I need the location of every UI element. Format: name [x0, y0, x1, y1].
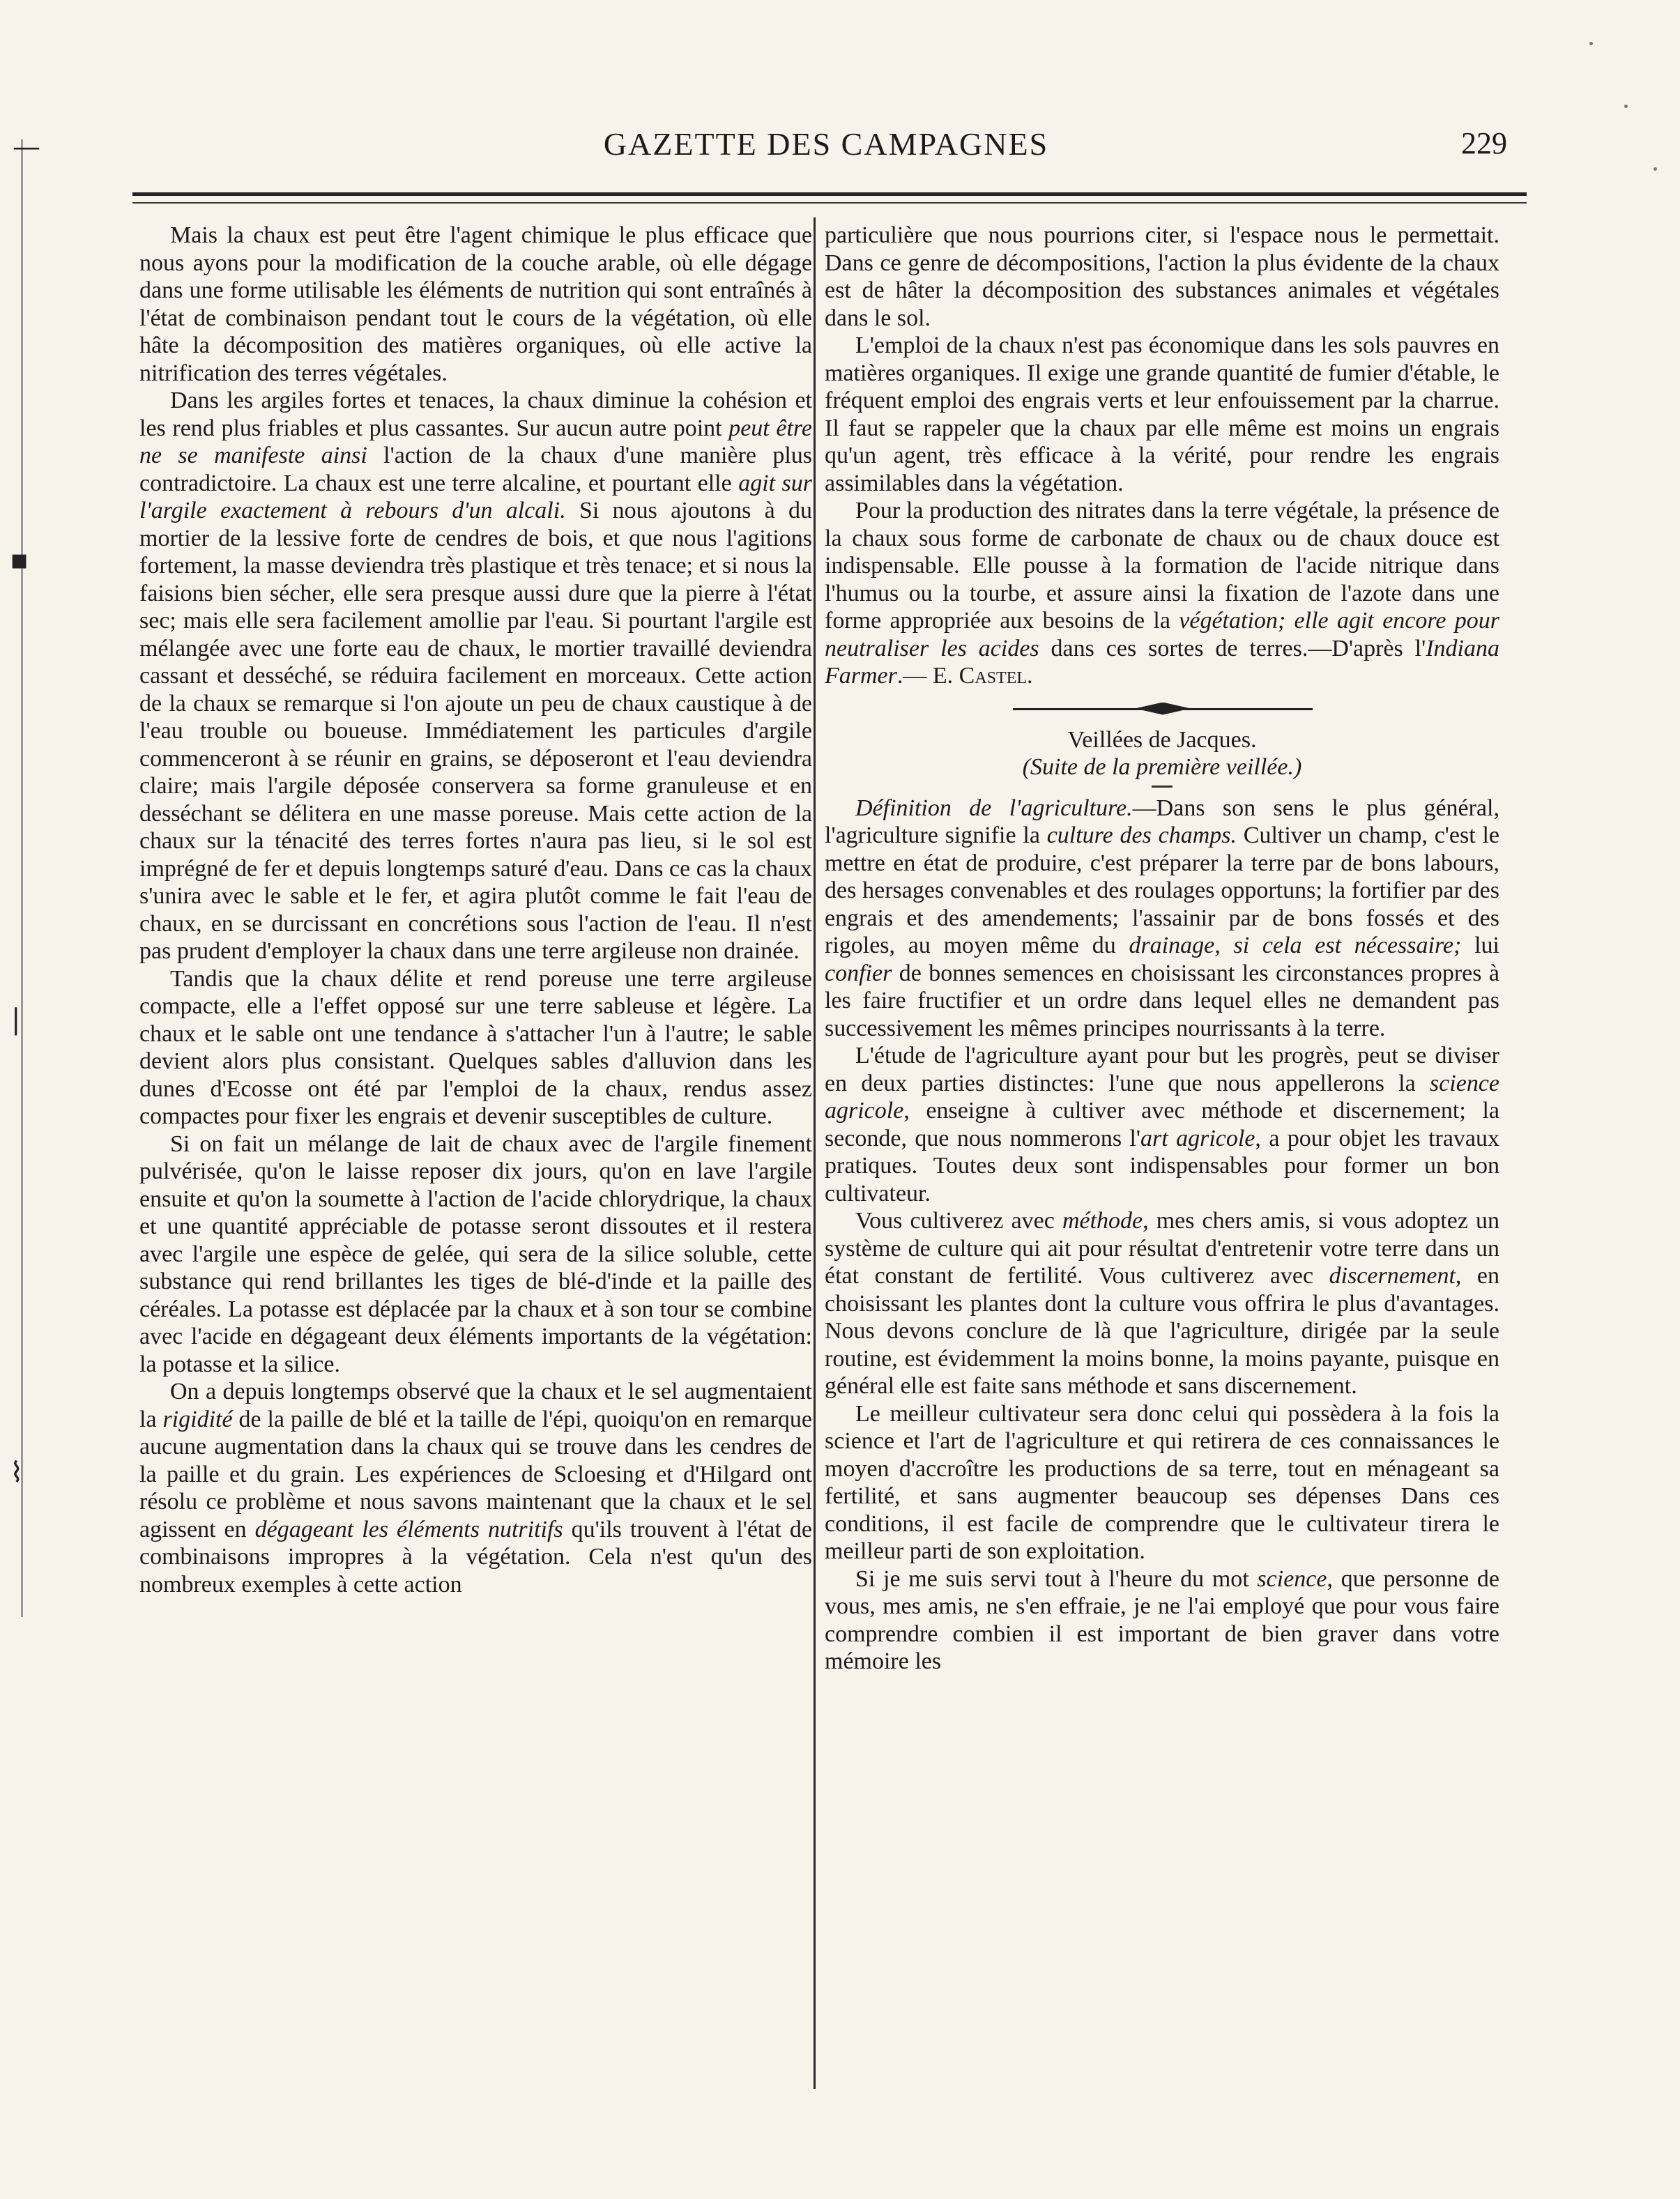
scan-edge-mark: ▪ [10, 544, 29, 576]
section-title: Veillées de Jacques. [1067, 726, 1257, 753]
scan-speck [1654, 167, 1657, 171]
left-column [139, 222, 812, 1598]
paragraph: Pour la production des nitrates dans la terre végétale, la présence de la chaux sous forme de carbonate de chaux ou de chaux douce est indispensable. Elle pousse à la formation de l'acide nitrique dans l'humus ou la tourbe, et assure ainsi la fixation de l'azote dans une forme appropriée aux besoins de la végétation; elle agit encore pour neutraliser les acides dans ces sortes de terres.—D'après l'Indiana Farmer.— E. Castel. [825, 498, 1500, 689]
page-number: 229 [1461, 126, 1507, 160]
author-name: Castel [959, 663, 1028, 689]
running-header [125, 120, 1527, 169]
header-rule [132, 192, 1527, 204]
paragraph: particulière que nous pourrions citer, si l'espace nous le permettait. Dans ce genre de décompositions, l'action la plus évidente de la chaux est de hâter la décomposition des substances animales et végétales dans le sol. [825, 222, 1499, 331]
scan-speck [1624, 105, 1628, 108]
journal-title: GAZETTE DES CAMPAGNES [603, 126, 1049, 162]
column-divider [814, 217, 816, 2089]
paragraph: L'emploi de la chaux n'est pas économique dans les sols pauvres en matières organiques. Il exige une grande quantité de fumier d'étable, le fréquent emploi des engrais verts et leur enfouissement par la charrue. Il faut se rappeler que la chaux par elle même est moins un engrais qu'un agent, très efficace à la vérité, pour rendre les engrais assimilables dans la végétation. [825, 332, 1499, 496]
paragraph: L'étude de l'agriculture ayant pour but les progrès, peut se diviser en deux parties distinctes: l'une que nous appellerons la science agricole, enseigne à cultiver avec méthode et discernement; la seconde, que nous nommerons l'art agricole, a pour objet les travaux pratiques. Toutes deux sont indispensables pour former un bon cultivateur. [825, 1043, 1500, 1206]
section-separator [825, 698, 1499, 719]
right-column [825, 222, 1499, 1676]
section-subtitle: (Suite de la première veillée.) [1022, 754, 1302, 780]
paragraph: Tandis que la chaux délite et rend poreuse une terre argileuse compacte, elle a l'effet opposé sur une terre sableuse et légère. La chaux et le sable ont une tendance à s'attacher l'un à l'autre; le sable devient alors plus consistant. Quelques sables d'alluvion dans les dunes d'Ecosse ont été par l'emploi de la chaux, rendus assez compactes pour fixer les engrais et devenir susceptibles de culture. [139, 965, 812, 1129]
scan-edge-mark: ⌇ [10, 1457, 24, 1489]
scan-edge-line [21, 139, 23, 1617]
paragraph: Si on fait un mélange de lait de chaux avec de l'argile finement pulvérisée, qu'on le laisse reposer dix jours, qu'on en lave l'argile ensuite et qu'on la soumette à l'action de l'acide chlorydrique, la chaux et une quantité appréciable de potasse seront dissoutes et il restera avec l'argile une espèce de gelée, qui sera de la silice soluble, cette substance qui rend brillantes les tiges de blé-d'inde et la paille des céréales. La potasse est déplacée par la chaux et à son tour se combine avec l'acide en dégageant deux éléments importants de la végétation: la potasse et la silice. [139, 1131, 812, 1377]
paragraph: Dans les argiles fortes et tenaces, la chaux diminue la cohésion et les rend plus friables et plus cassantes. Sur aucun autre point peut être ne se manifeste ainsi l'action de la chaux d'une manière plus contradictoire. La chaux est une terre alcaline, et pourtant elle agit sur l'argile exactement à rebours d'un alcali. Si nous ajoutons à du mortier de la lessive forte de cendres de bois, et que nous l'agitions fortement, la masse deviendra très plastique et très tenace; et si nous la faisions bien sécher, elle sera presque aussi dure que la pierre à l'état sec; mais elle sera facilement amollie par l'eau. Si pourtant l'argile est mélangée avec une forte eau de chaux, le mortier travaillé deviendra cassant et desséché, se réduira facilement en morceaux. Cette action de la chaux se remarque si l'on ajoute un peu de chaux caustique à de l'eau trouble ou boueuse. Immédiatement les particules d'argile commenceront à se réunir en grains, se déposeront et l'eau deviendra claire; mais l'argile déposée conservera sa forme granuleuse et en desséchant se délitera en une masse poreuse. Mais cette action de la chaux sur la ténacité des terres fortes n'aura pas lieu, si le sol est imprégné de fer et depuis longtemps saturé d'eau. Dans ce cas la chaux s'unira avec le sable et le fer, et agira plutôt comme le fait l'eau de chaux, en se durcissant en concrétions sous l'action de l'eau. Il n'est pas prudent d'employer la chaux dans une terre argileuse non drainée. [139, 388, 813, 964]
paragraph: Définition de l'agriculture.—Dans son sens le plus général, l'agriculture signifie la culture des champs. Cultiver un champ, c'est le mettre en état de produire, c'est préparer la terre par de bons labours, des hersages convenables et des roulages opportuns; la fortifier par des engrais et des amendements; l'assainir par de bons fossés et des rigoles, au moyen même du drainage, si cela est nécessaire; lui confier de bonnes semences en choisissant les circonstances propres à les faire fructifier et un ordre dans lequel elles ne demandent pas successivement les mêmes principes nourrissants à la terre. [825, 795, 1499, 1041]
paragraph: On a depuis longtemps observé que la chaux et le sel augmentaient la rigidité de la paille de blé et la taille de l'épi, quoiqu'on en remarque aucune augmentation dans la chaux qui se trouve dans les cendres de la paille et du grain. Les expériences de Scloesing et d'Hilgard ont résolu ce problème et nous savons maintenant que la chaux et le sel agissent en dégageant les éléments nutritifs qu'ils trouvent à l'état de combinaisons impropres à la végétation. Cela n'est qu'un des nombreux exemples à cette action [139, 1379, 813, 1597]
paragraph: Si je me suis servi tout à l'heure du mot science, que personne de vous, mes amis, ne s'en effraie, je ne l'ai employé que pour vous faire comprendre combien il est important de bien graver dans votre mémoire les [825, 1565, 1499, 1674]
scan-edge-mark: — [13, 131, 40, 163]
paragraph: Vous cultiverez avec méthode, mes chers amis, si vous adoptez un système de culture qui ait pour résultat d'entretenir votre terre dans un état constant de fertilité. Vous cultiverez avec discernement, en choisissant les plantes dont la culture vous offrira le plus d'avantages. Nous devons conclure de là que l'agriculture, dirigée par la seule routine, est évidemment la moins bonne, la moins payante, puisque en général elle est faite sans méthode et sans discernement. [825, 1208, 1499, 1399]
paragraph: Mais la chaux est peut être l'agent chimique le plus efficace que nous ayons pour la modification de la couche arable, où elle dégage dans une forme utilisable les éléments de nutrition qui sont entraînés à l'état de combinaison pendant tout le cours de la végétation, où elle hâte la décomposition des matières organiques, où elle active la nitrification des terres végétales. [139, 222, 812, 386]
scan-speck [1589, 42, 1593, 45]
scan-edge-mark: | [11, 1004, 21, 1036]
subtitle-dash [1152, 786, 1173, 788]
paragraph: Le meilleur cultivateur sera donc celui qui possèdera à la fois la science et l'art de l'agriculture et qui retirera de ces connaissances le moyen d'accroître les productions de sa terre, tout en ménageant sa fertilité, et sans augmenter beaucoup ses dépenses Dans ces conditions, il est facile de comprendre que le cultivateur tirera le meilleur parti de son exploitation. [825, 1400, 1499, 1564]
